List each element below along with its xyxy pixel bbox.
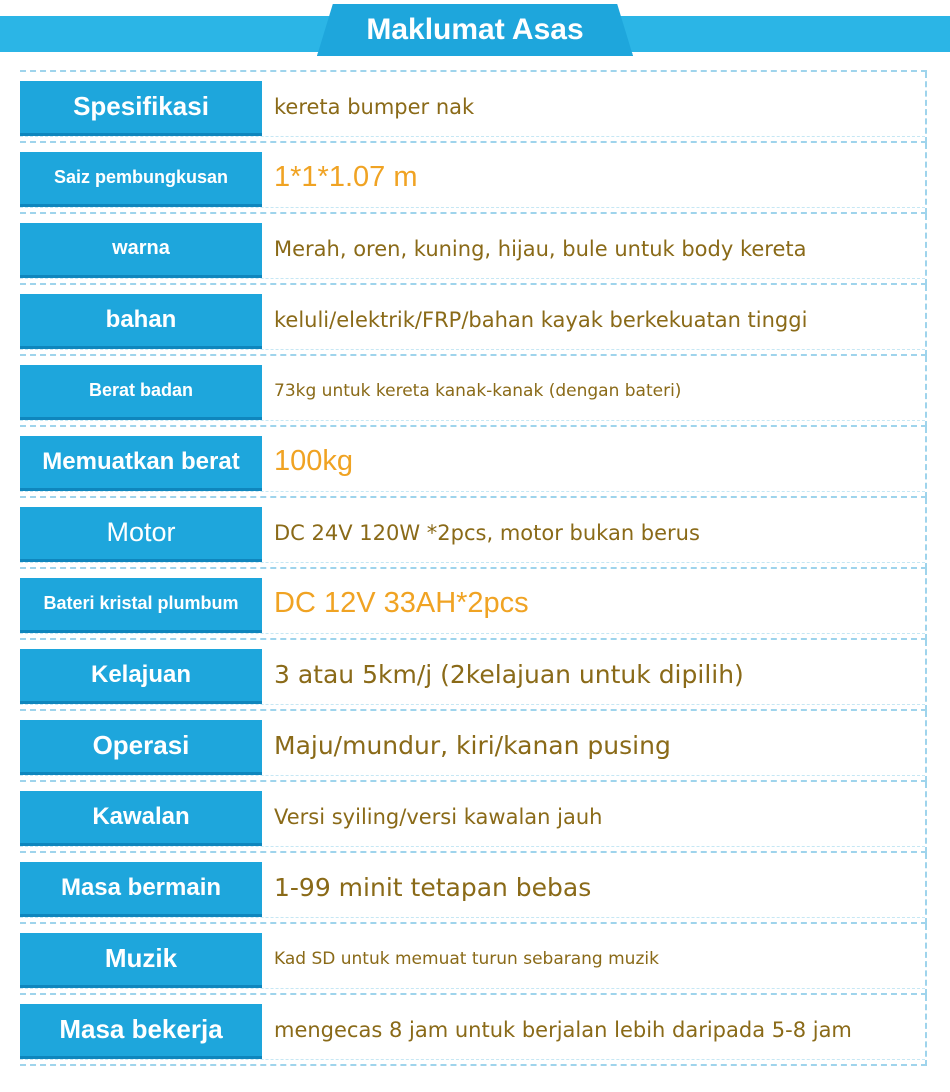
spec-value: 73kg untuk kereta kanak-kanak (dengan bateri): [274, 380, 682, 401]
spec-row-masa-bermain: [20, 853, 927, 924]
spec-value: 100kg: [274, 445, 354, 477]
spec-label: bahan: [20, 294, 262, 346]
spec-row-saiz-pembungkusan: [20, 143, 927, 214]
spec-label: Berat badan: [20, 365, 262, 417]
spec-value: DC 24V 120W *2pcs, motor bukan berus: [274, 520, 700, 545]
spec-label: Masa bekerja: [20, 1004, 262, 1056]
spec-value: DC 12V 33AH*2pcs: [274, 587, 529, 619]
spec-label: Kawalan: [20, 791, 262, 843]
spec-label: Bateri kristal plumbum: [20, 578, 262, 630]
spec-label: Muzik: [20, 933, 262, 985]
spec-row-kelajuan: [20, 640, 927, 711]
spec-value: Merah, oren, kuning, hijau, bule untuk body kereta: [274, 236, 807, 261]
spec-row-memuatkan-berat: [20, 427, 927, 498]
spec-value: kereta bumper nak: [274, 94, 475, 119]
spec-value: 1-99 minit tetapan bebas: [274, 873, 592, 902]
spec-row-bateri-kristal-plumbum: [20, 569, 927, 640]
spec-row-warna: [20, 214, 927, 285]
spec-row-muzik: [20, 924, 927, 995]
spec-label: warna: [20, 223, 262, 275]
spec-row-berat-badan: [20, 356, 927, 427]
spec-value: Kad SD untuk memuat turun sebarang muzik: [274, 948, 659, 969]
spec-value: keluli/elektrik/FRP/bahan kayak berkekuatan tinggi: [274, 307, 808, 332]
spec-value: Maju/mundur, kiri/kanan pusing: [274, 731, 671, 760]
spec-value: mengecas 8 jam untuk berjalan lebih daripada 5-8 jam: [274, 1017, 852, 1042]
spec-row-masa-bekerja: [20, 995, 927, 1066]
spec-label: Motor: [20, 507, 262, 559]
spec-label: Masa bermain: [20, 862, 262, 914]
spec-row-kawalan: [20, 782, 927, 853]
spec-row-operasi: [20, 711, 927, 782]
spec-label: Spesifikasi: [20, 81, 262, 133]
section-title: Maklumat Asas: [366, 13, 584, 46]
spec-label: Saiz pembungkusan: [20, 152, 262, 204]
spec-table: [20, 70, 927, 1066]
spec-label: Memuatkan berat: [20, 436, 262, 488]
spec-label: Kelajuan: [20, 649, 262, 701]
spec-row-motor: [20, 498, 927, 569]
spec-value: 1*1*1.07 m: [274, 161, 418, 193]
spec-row-bahan: [20, 285, 927, 356]
spec-value: 3 atau 5km/j (2kelajuan untuk dipilih): [274, 660, 744, 689]
spec-label: Operasi: [20, 720, 262, 772]
spec-row-spesifikasi: [20, 72, 927, 143]
spec-value: Versi syiling/versi kawalan jauh: [274, 804, 603, 829]
